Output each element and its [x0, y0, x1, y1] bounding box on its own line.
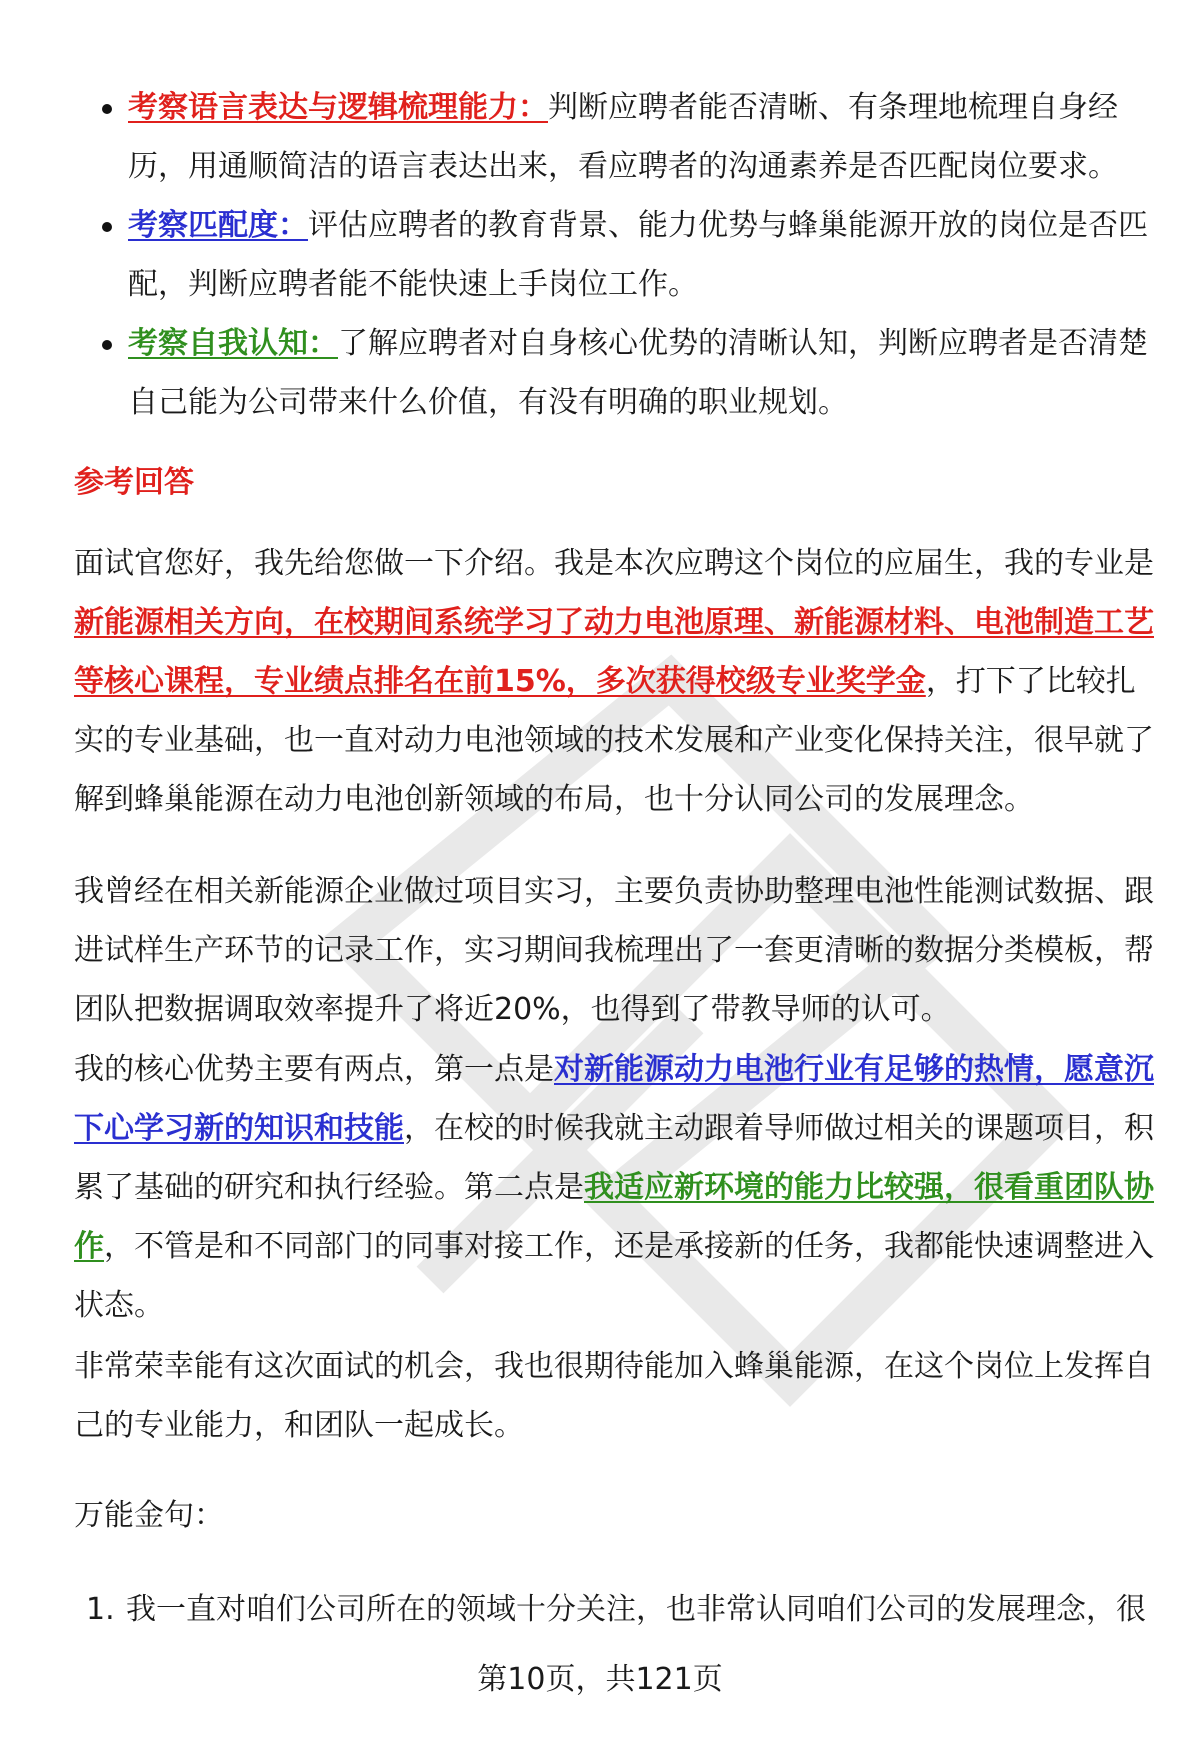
- paragraph-text: 我的核心优势主要有两点，第一点是: [74, 1052, 554, 1087]
- bullet-text: 评估应聘者的教育背景、能力优势与蜂巢能源开放的岗位是否匹配，判断应聘者能不能快速上手岗位工作。: [128, 208, 1148, 302]
- bullet-dot-icon: [102, 104, 112, 114]
- bullet-keyword: 考察自我认知：: [128, 326, 338, 361]
- bullet-item-self-awareness: [74, 314, 1154, 432]
- bullet-dot-icon: [102, 222, 112, 232]
- paragraph-text: 非常荣幸能有这次面试的机会，我也很期待能加入蜂巢能源，在这个岗位上发挥自己的专业能力，和团队一起成长。: [74, 1349, 1154, 1443]
- bullet-keyword: 考察语言表达与逻辑梳理能力：: [128, 90, 548, 125]
- answer-paragraph-intro: [74, 534, 1154, 829]
- paragraph-text: ，打下了比较扎实的专业基础，也一直对动力电池领域的技术发展和产业变化保持关注，很早就了解到蜂巢能源在动力电池创新领域的布局，也十分认同公司的发展理念。: [74, 664, 1154, 817]
- golden-sentence-list: [74, 1580, 1154, 1639]
- paragraph-text: 面试官您好，我先给您做一下介绍。我是本次应聘这个岗位的应届生，我的专业是: [74, 546, 1154, 581]
- answer-paragraph-strengths: [74, 1040, 1154, 1335]
- highlight-strength-1: 对新能源动力电池行业有足够的热情，愿意沉下心学习新的知识和技能: [74, 1052, 1154, 1146]
- evaluation-bullet-list: [74, 78, 1154, 432]
- paragraph-text: ，不管是和不同部门的同事对接工作，还是承接新的任务，我都能快速调整进入状态。: [74, 1229, 1154, 1323]
- bullet-text: 了解应聘者对自身核心优势的清晰认知，判断应聘者是否清楚自己能为公司带来什么价值，有没有明确的职业规划。: [128, 326, 1148, 420]
- answer-paragraph-closing: [74, 1337, 1154, 1455]
- bullet-item-match: [74, 196, 1154, 314]
- list-item: [74, 1580, 1154, 1639]
- highlight-strength-2: 我适应新环境的能力比较强，很看重团队协作: [74, 1170, 1154, 1264]
- bullet-keyword: 考察匹配度：: [128, 208, 308, 243]
- bullet-item-language: [74, 78, 1154, 196]
- highlight-major: 新能源相关方向，在校期间系统学习了动力电池原理、新能源材料、电池制造工艺等核心课程，专业绩点排名在前15%，多次获得校级专业奖学金: [74, 605, 1154, 699]
- golden-sentence-label: 万能金句：: [74, 1498, 224, 1533]
- list-number: 1.: [86, 1592, 115, 1627]
- paragraph-text: 我曾经在相关新能源企业做过项目实习，主要负责协助整理电池性能测试数据、跟进试样生产环节的记录工作，实习期间我梳理出了一套更清晰的数据分类模板，帮团队把数据调取效率提升了将近20%，也得到了带教导师的认可。: [74, 874, 1154, 1027]
- bullet-text: 判断应聘者能否清晰、有条理地梳理自身经历，用通顺简洁的语言表达出来，看应聘者的沟通素养是否匹配岗位要求。: [128, 90, 1118, 184]
- list-item-text: 我一直对咱们公司所在的领域十分关注，也非常认同咱们公司的发展理念，很: [126, 1592, 1146, 1627]
- page-footer: 第10页，共121页: [477, 1662, 723, 1697]
- answer-paragraph-internship: [74, 862, 1154, 1039]
- paragraph-text: ，在校的时候我就主动跟着导师做过相关的课题项目，积累了基础的研究和执行经验。第二点是: [74, 1111, 1154, 1205]
- bullet-dot-icon: [102, 340, 112, 350]
- section-title: 参考回答: [74, 465, 194, 500]
